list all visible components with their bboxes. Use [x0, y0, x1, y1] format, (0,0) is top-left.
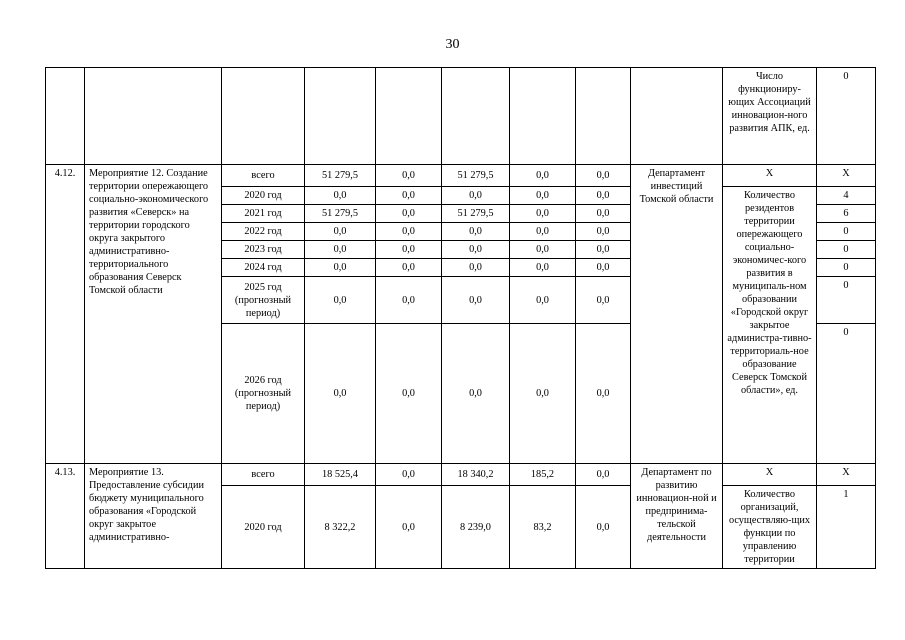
local-cell: 83,2 — [510, 486, 576, 569]
regional-cell: 0,0 — [442, 223, 510, 241]
total-cell: 0,0 — [305, 324, 376, 464]
executor: Департамент инвестиций Томской области — [631, 165, 723, 464]
indicator-value: 0 — [817, 223, 876, 241]
total-cell: 18 525,4 — [305, 464, 376, 486]
indicator-name: Количество организаций, осуществляю-щих функции по управлению территории — [723, 486, 817, 569]
period-cell: 2025 год (прогнозный период) — [222, 277, 305, 324]
period-cell: 2021 год — [222, 205, 305, 223]
extrabudget-cell: 0,0 — [576, 241, 631, 259]
indicator-name: Х — [723, 464, 817, 486]
indicator-name: Число функциониру-ющих Ассоциаций инновацион-ного развития АПК, ед. — [723, 68, 817, 165]
item-title: Мероприятие 12. Создание территории опережающего социально-экономического развития «Северск» на территории городского округа закрытого административно-территориального образования Северск Томской области — [85, 165, 222, 464]
cell — [576, 68, 631, 165]
extrabudget-cell: 0,0 — [576, 205, 631, 223]
local-cell: 0,0 — [510, 205, 576, 223]
period-cell: 2024 год — [222, 259, 305, 277]
page-number: 30 — [445, 37, 460, 52]
program-table — [45, 67, 876, 569]
total-cell: 0,0 — [305, 187, 376, 205]
regional-cell: 51 279,5 — [442, 205, 510, 223]
indicator-value: Х — [817, 464, 876, 486]
regional-cell: 0,0 — [442, 277, 510, 324]
table-row — [46, 165, 876, 187]
extrabudget-cell: 0,0 — [576, 486, 631, 569]
extrabudget-cell: 0,0 — [576, 165, 631, 187]
regional-cell: 0,0 — [442, 259, 510, 277]
item-number: 4.13. — [46, 464, 85, 569]
indicator-value: 0 — [817, 259, 876, 277]
federal-cell: 0,0 — [376, 241, 442, 259]
executor: Департамент по развитию инновацион-ной и предпринима-тельской деятельности — [631, 464, 723, 569]
indicator-value: Х — [817, 165, 876, 187]
local-cell: 0,0 — [510, 223, 576, 241]
cell — [222, 68, 305, 165]
cell — [376, 68, 442, 165]
cell — [510, 68, 576, 165]
extrabudget-cell: 0,0 — [576, 277, 631, 324]
total-cell: 0,0 — [305, 259, 376, 277]
cell — [305, 68, 376, 165]
indicator-name: Х — [723, 165, 817, 187]
regional-cell: 18 340,2 — [442, 464, 510, 486]
cell — [631, 68, 723, 165]
indicator-value: 6 — [817, 205, 876, 223]
federal-cell: 0,0 — [376, 486, 442, 569]
period-cell: 2020 год — [222, 187, 305, 205]
cell — [46, 68, 85, 165]
item-title: Мероприятие 13. Предоставление субсидии бюджету муниципального образования «Городской округ закрытое административно- — [85, 464, 222, 569]
federal-cell: 0,0 — [376, 277, 442, 324]
total-cell: 8 322,2 — [305, 486, 376, 569]
total-cell: 51 279,5 — [305, 165, 376, 187]
extrabudget-cell: 0,0 — [576, 223, 631, 241]
total-cell: 51 279,5 — [305, 205, 376, 223]
regional-cell: 8 239,0 — [442, 486, 510, 569]
period-cell: 2022 год — [222, 223, 305, 241]
regional-cell: 0,0 — [442, 241, 510, 259]
total-cell: 0,0 — [305, 277, 376, 324]
period-cell: 2023 год — [222, 241, 305, 259]
indicator-value: 4 — [817, 187, 876, 205]
cell — [442, 68, 510, 165]
cell — [85, 68, 222, 165]
item-number: 4.12. — [46, 165, 85, 464]
federal-cell: 0,0 — [376, 223, 442, 241]
total-cell: 0,0 — [305, 241, 376, 259]
extrabudget-cell: 0,0 — [576, 464, 631, 486]
federal-cell: 0,0 — [376, 205, 442, 223]
indicator-value: 0 — [817, 277, 876, 324]
federal-cell: 0,0 — [376, 187, 442, 205]
period-cell: всего — [222, 464, 305, 486]
table-row — [46, 68, 876, 165]
local-cell: 0,0 — [510, 277, 576, 324]
local-cell: 0,0 — [510, 187, 576, 205]
table-row — [46, 464, 876, 486]
local-cell: 0,0 — [510, 165, 576, 187]
federal-cell: 0,0 — [376, 259, 442, 277]
period-cell: 2020 год — [222, 486, 305, 569]
local-cell: 0,0 — [510, 259, 576, 277]
extrabudget-cell: 0,0 — [576, 324, 631, 464]
indicator-value: 0 — [817, 324, 876, 464]
local-cell: 0,0 — [510, 324, 576, 464]
regional-cell: 0,0 — [442, 187, 510, 205]
federal-cell: 0,0 — [376, 464, 442, 486]
indicator-value: 1 — [817, 486, 876, 569]
indicator-value: 0 — [817, 241, 876, 259]
indicator-value: 0 — [817, 68, 876, 165]
federal-cell: 0,0 — [376, 165, 442, 187]
federal-cell: 0,0 — [376, 324, 442, 464]
period-cell: всего — [222, 165, 305, 187]
period-cell: 2026 год (прогнозный период) — [222, 324, 305, 464]
local-cell: 185,2 — [510, 464, 576, 486]
extrabudget-cell: 0,0 — [576, 259, 631, 277]
extrabudget-cell: 0,0 — [576, 187, 631, 205]
regional-cell: 51 279,5 — [442, 165, 510, 187]
regional-cell: 0,0 — [442, 324, 510, 464]
local-cell: 0,0 — [510, 241, 576, 259]
total-cell: 0,0 — [305, 223, 376, 241]
indicator-name: Количество резидентов территории опережающего социально-экономичес-кого развития в муниципаль-ном образовании «Городской округ закрытое администра-тивно-территориаль-ное образование Северск Томской области», ед. — [723, 187, 817, 464]
